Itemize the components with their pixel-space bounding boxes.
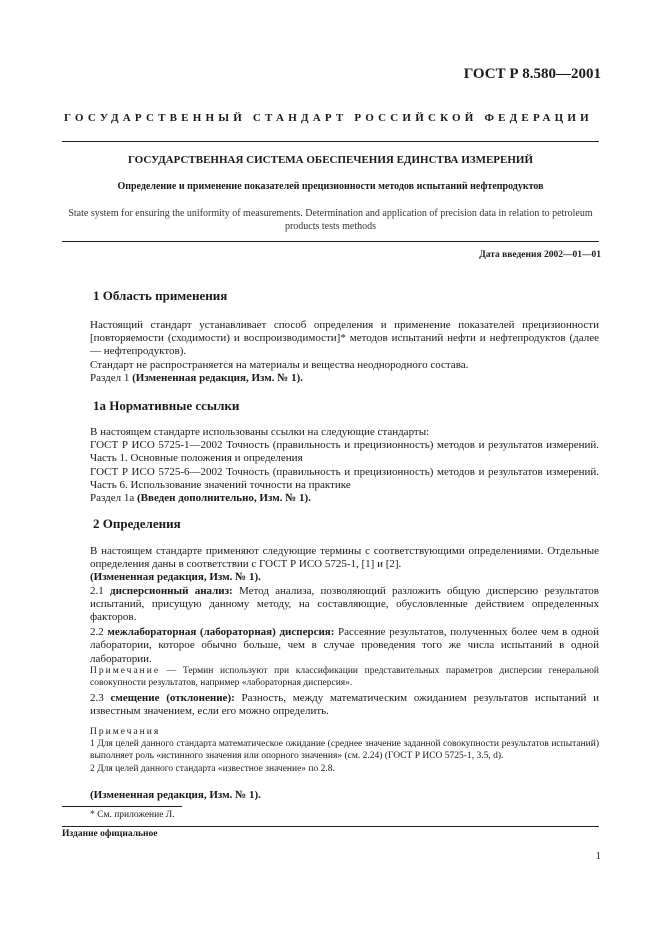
definition-2-2 <box>62 626 599 666</box>
definition-2-3-num: 2.3 <box>90 692 111 704</box>
state-standard-line: ГОСУДАРСТВЕННЫЙ СТАНДАРТ РОССИЙСКОЙ ФЕДЕРАЦИИ <box>64 112 593 124</box>
section-1a-ref-1: ГОСТ Р ИСО 5725-1—2002 Точность (правильность и прецизионность) методов и результатов измерений. Часть 1. Основные положения и определения <box>90 439 599 465</box>
definition-2-1-term: дисперсионный анализ: <box>110 584 233 597</box>
section-1a-para-4 <box>62 492 599 505</box>
notes-block <box>62 726 599 775</box>
note-1-body <box>62 665 599 689</box>
page-number: 1 <box>595 850 601 862</box>
section-2-amend-1 <box>62 571 599 584</box>
note-1-label: Примечание <box>90 666 161 676</box>
section-1-para-1: Настоящий стандарт устанавливает способ определения и применение показателей прецизионности [повторяемости (сходимости) и воспроизводимости]* методов испытаний нефти и нефтепродуктов (далее — нефтепродуктов). <box>90 319 599 358</box>
note-1 <box>62 665 599 689</box>
standard-number: ГОСТ Р 8.580—2001 <box>463 66 601 82</box>
definition-2-3 <box>62 692 599 718</box>
definition-2-1-num: 2.1 <box>90 584 110 597</box>
section-2-body <box>62 545 599 666</box>
section-1a-amend-bold: (Введен дополнительно, Изм. № 1). <box>137 492 311 505</box>
section-2-amend-end-body <box>62 789 599 802</box>
system-title: ГОСУДАРСТВЕННАЯ СИСТЕМА ОБЕСПЕЧЕНИЯ ЕДИНСТВА ИЗМЕРЕНИЙ <box>127 154 534 166</box>
definition-2-3-text: Разность, между математическим ожиданием результатов испытаний и известным значением, если его можно определить. <box>90 692 599 718</box>
section-2-amend-end-bold: (Измененная редакция, Изм. № 1). <box>90 789 261 801</box>
notes-label: Примечания <box>90 727 161 737</box>
official-edition: Издание официальное <box>62 829 158 839</box>
section-2-amend-end <box>62 789 599 802</box>
section-1a-para-1: В настоящем стандарте использованы ссылки на следующие стандарты: <box>90 426 430 438</box>
note-a: 1 Для целей данного стандарта математическое ожидание (среднее значение заданной совокупности результатов испытаний) выполняет роль «истинного значения или опорного значения» (см. 2.24) (ГОСТ Р ИСО 5725-1, 3.5, d). <box>90 739 599 762</box>
document-title-en: State system for ensuring the uniformity of measurements. Determination and application of precision data in relation to petroleum products tests methods <box>68 208 593 232</box>
section-1a-heading: 1а Нормативные ссылки <box>93 398 240 413</box>
definition-2-3-term: смещение (отклонение): <box>110 692 235 704</box>
note-b: 2 Для целей данного стандарта «известное значение» по 2.8. <box>90 763 335 774</box>
footnote-rule <box>62 806 182 807</box>
section-2-amend-1-bold: (Измененная редакция, Изм. № 1). <box>90 571 261 584</box>
definition-2-2-term: межлабораторная (лабораторная) дисперсия: <box>107 626 335 639</box>
footnote: * См. приложение Л. <box>90 810 175 820</box>
document-title-ru: Определение и применение показателей прецизионности методов испытаний нефтепродуктов <box>117 181 544 192</box>
section-1-body <box>62 319 599 385</box>
definition-2-2-num: 2.2 <box>90 626 108 639</box>
title-rule <box>62 241 599 242</box>
footer-rule <box>62 826 599 827</box>
section-1-amend-plain: Раздел 1 <box>90 371 133 384</box>
section-1a-body <box>62 426 599 505</box>
section-2-heading: 2 Определения <box>93 516 181 531</box>
definition-2-3-body <box>62 692 599 718</box>
definition-2-2-text: Рассеяние результатов, полученных более чем в одной лаборатории, которое обычно больше, чем в случае проведения того же числа испытаний в одной лаборатории. <box>90 626 600 665</box>
definition-2-1-text: Метод анализа, позволяющий разложить общую дисперсию результатов испытаний, присущую данному методу, на составляющие, обусловленные действием определенных факторов. <box>90 584 599 624</box>
section-1a-amend-plain: Раздел 1а <box>90 492 137 505</box>
section-1-para-3 <box>62 372 599 385</box>
section-1-para-2: Стандарт не распространяется на материалы и вещества неоднородного состава. <box>90 358 469 371</box>
introduction-date: Дата введения 2002—01—01 <box>479 250 601 260</box>
section-1-amend-bold: (Измененная редакция, Изм. № 1). <box>132 371 303 384</box>
section-1-heading: 1 Область применения <box>93 288 228 303</box>
definition-2-1 <box>62 585 599 625</box>
section-2-para-1: В настоящем стандарте применяют следующие термины с соответствующими определениями. Отдельные определения даны в соответствии с ГОСТ Р ИСО 5725-1, [1] и [2]. <box>90 545 599 571</box>
header-rule <box>62 141 599 142</box>
section-1a-ref-2: ГОСТ Р ИСО 5725-6—2002 Точность (правильность и прецизионность) методов и результатов измерений. Часть 6. Использование значений точности на практике <box>90 465 599 491</box>
note-1-text: — Термин используют при классификации представительных параметров дисперсии генеральной совокупности результатов, например «лабораторная дисперсия». <box>90 666 599 689</box>
